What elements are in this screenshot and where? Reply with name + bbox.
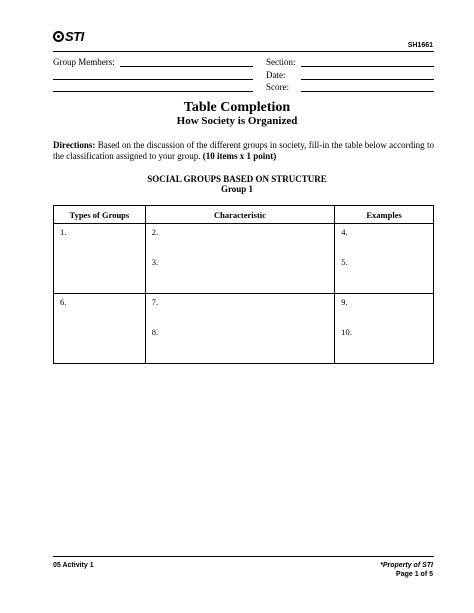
item-number: 10. <box>341 327 352 337</box>
group-members-line-1[interactable] <box>120 57 253 67</box>
section-row <box>266 57 296 67</box>
characteristic-cell[interactable] <box>145 294 334 364</box>
social-groups-table <box>53 205 434 364</box>
type-cell[interactable] <box>54 224 146 294</box>
item-number: 3. <box>151 257 159 267</box>
section-label: Section: <box>266 57 296 67</box>
examples-cell[interactable] <box>335 294 434 364</box>
page-title: Table Completion <box>183 100 291 115</box>
date-label: Date: <box>266 70 286 80</box>
date-line[interactable] <box>301 70 434 80</box>
item-number: 5. <box>341 257 348 267</box>
header-types: Types of Groups <box>54 206 146 224</box>
item-number: 9. <box>341 297 348 307</box>
characteristic-cell[interactable] <box>145 224 334 294</box>
table-row <box>54 224 434 294</box>
item-number: 2. <box>151 227 159 237</box>
directions <box>53 140 434 162</box>
table-header-row <box>54 206 434 224</box>
footer-page-number: Page 1 of 5 <box>396 571 433 578</box>
table-row <box>54 294 434 364</box>
directions-label: Directions: <box>53 140 96 150</box>
group-members-line-2[interactable] <box>53 70 253 80</box>
score-row <box>266 82 289 92</box>
item-number: 8. <box>151 327 159 337</box>
footer-divider <box>53 556 434 557</box>
item-number: 4. <box>341 227 348 237</box>
group-members-row <box>53 57 115 67</box>
examples-cell[interactable] <box>335 224 434 294</box>
item-number: 7. <box>151 297 159 307</box>
sti-logo-icon <box>53 31 64 42</box>
header-divider <box>53 51 434 52</box>
header-examples: Examples <box>335 206 434 224</box>
date-row <box>266 70 286 80</box>
header-characteristic: Characteristic <box>145 206 334 224</box>
item-number: 6. <box>60 297 67 307</box>
score-label: Score: <box>266 82 289 92</box>
directions-points: (10 items x 1 point) <box>202 151 277 161</box>
table-title: SOCIAL GROUPS BASED ON STRUCTURE <box>147 174 327 184</box>
document-code: SH1661 <box>407 42 433 49</box>
score-line[interactable] <box>301 82 434 92</box>
item-number: 1. <box>60 227 67 237</box>
footer-property: *Property of STI <box>380 562 433 569</box>
directions-text: Based on the discussion of the different groups in society, fill-in the table below according to the classification assigned to your group. <box>53 140 434 161</box>
group-members-label: Group Members: <box>53 57 115 67</box>
section-line[interactable] <box>301 57 434 67</box>
group-members-line-3[interactable] <box>53 82 253 92</box>
sti-logo <box>53 29 84 44</box>
logo-text: STI <box>65 29 84 44</box>
footer-activity: 05 Activity 1 <box>53 562 94 569</box>
type-cell[interactable] <box>54 294 146 364</box>
page-subtitle: How Society is Organized <box>176 115 298 127</box>
table-group: Group 1 <box>220 184 254 194</box>
